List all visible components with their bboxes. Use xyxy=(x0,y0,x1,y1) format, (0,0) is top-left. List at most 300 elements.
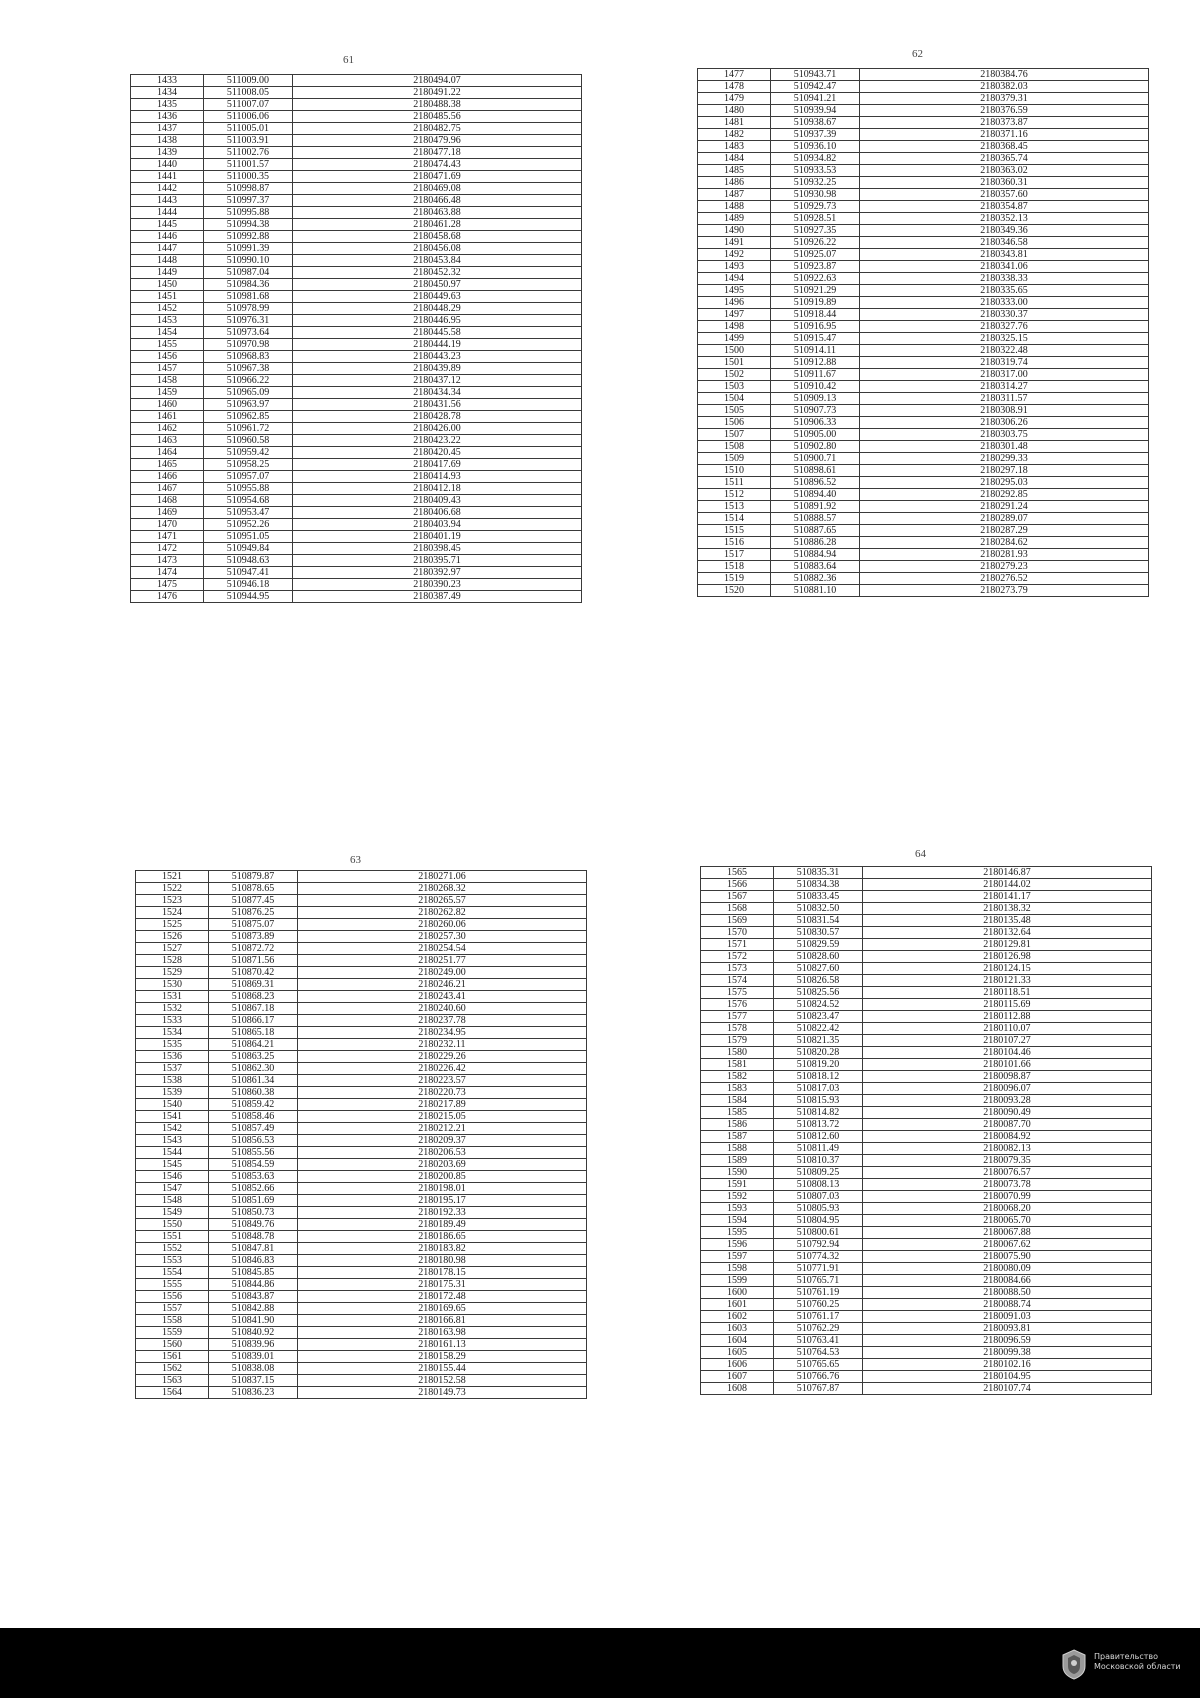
y-coordinate-cell: 2180448.29 xyxy=(293,303,582,315)
y-coordinate-cell: 2180289.07 xyxy=(860,513,1149,525)
point-number-cell: 1596 xyxy=(701,1239,774,1251)
table-row xyxy=(701,1047,1152,1059)
y-coordinate-cell: 2180229.26 xyxy=(298,1051,587,1063)
table-row xyxy=(701,939,1152,951)
table-row xyxy=(698,549,1149,561)
point-number-cell: 1447 xyxy=(131,243,204,255)
x-coordinate-cell: 510955.88 xyxy=(204,483,293,495)
table-row xyxy=(131,267,582,279)
table-row xyxy=(131,327,582,339)
point-number-cell: 1475 xyxy=(131,579,204,591)
y-coordinate-cell: 2180163.98 xyxy=(298,1327,587,1339)
y-coordinate-cell: 2180121.33 xyxy=(863,975,1152,987)
x-coordinate-cell: 511006.06 xyxy=(204,111,293,123)
x-coordinate-cell: 510941.21 xyxy=(771,93,860,105)
point-number-cell: 1563 xyxy=(136,1375,209,1387)
y-coordinate-cell: 2180237.78 xyxy=(298,1015,587,1027)
x-coordinate-cell: 510944.95 xyxy=(204,591,293,603)
y-coordinate-cell: 2180409.43 xyxy=(293,495,582,507)
y-coordinate-cell: 2180368.45 xyxy=(860,141,1149,153)
point-number-cell: 1473 xyxy=(131,555,204,567)
x-coordinate-cell: 510765.71 xyxy=(774,1275,863,1287)
table-row xyxy=(698,69,1149,81)
table-row xyxy=(136,1051,587,1063)
y-coordinate-cell: 2180295.03 xyxy=(860,477,1149,489)
point-number-cell: 1583 xyxy=(701,1083,774,1095)
x-coordinate-cell: 510898.61 xyxy=(771,465,860,477)
point-number-cell: 1449 xyxy=(131,267,204,279)
point-number-cell: 1465 xyxy=(131,459,204,471)
x-coordinate-cell: 510822.42 xyxy=(774,1023,863,1035)
table-row xyxy=(136,1219,587,1231)
x-coordinate-cell: 510936.10 xyxy=(771,141,860,153)
x-coordinate-cell: 510837.15 xyxy=(209,1375,298,1387)
x-coordinate-cell: 510855.56 xyxy=(209,1147,298,1159)
y-coordinate-cell: 2180178.15 xyxy=(298,1267,587,1279)
x-coordinate-cell: 510761.19 xyxy=(774,1287,863,1299)
y-coordinate-cell: 2180349.36 xyxy=(860,225,1149,237)
x-coordinate-cell: 510838.08 xyxy=(209,1363,298,1375)
point-number-cell: 1445 xyxy=(131,219,204,231)
y-coordinate-cell: 2180254.54 xyxy=(298,943,587,955)
point-number-cell: 1452 xyxy=(131,303,204,315)
table-row xyxy=(698,381,1149,393)
x-coordinate-cell: 510888.57 xyxy=(771,513,860,525)
x-coordinate-cell: 511007.07 xyxy=(204,99,293,111)
table-row xyxy=(701,1035,1152,1047)
x-coordinate-cell: 510949.84 xyxy=(204,543,293,555)
y-coordinate-cell: 2180343.81 xyxy=(860,249,1149,261)
point-number-cell: 1548 xyxy=(136,1195,209,1207)
point-number-cell: 1448 xyxy=(131,255,204,267)
point-number-cell: 1467 xyxy=(131,483,204,495)
point-number-cell: 1605 xyxy=(701,1347,774,1359)
y-coordinate-cell: 2180488.38 xyxy=(293,99,582,111)
y-coordinate-cell: 2180246.21 xyxy=(298,979,587,991)
point-number-cell: 1498 xyxy=(698,321,771,333)
table-row xyxy=(136,1255,587,1267)
table-row xyxy=(698,141,1149,153)
table-row xyxy=(131,591,582,603)
point-number-cell: 1436 xyxy=(131,111,204,123)
table-row xyxy=(698,513,1149,525)
y-coordinate-cell: 2180466.48 xyxy=(293,195,582,207)
x-coordinate-cell: 510774.32 xyxy=(774,1251,863,1263)
point-number-cell: 1527 xyxy=(136,943,209,955)
table-row xyxy=(131,447,582,459)
x-coordinate-cell: 510851.69 xyxy=(209,1195,298,1207)
point-number-cell: 1504 xyxy=(698,393,771,405)
table-row xyxy=(698,501,1149,513)
y-coordinate-cell: 2180080.09 xyxy=(863,1263,1152,1275)
table-row xyxy=(131,423,582,435)
table-row xyxy=(701,1287,1152,1299)
table-row xyxy=(136,1375,587,1387)
table-row xyxy=(131,255,582,267)
y-coordinate-cell: 2180469.08 xyxy=(293,183,582,195)
table-row xyxy=(698,429,1149,441)
y-coordinate-cell: 2180373.87 xyxy=(860,117,1149,129)
x-coordinate-cell: 510813.72 xyxy=(774,1119,863,1131)
point-number-cell: 1458 xyxy=(131,375,204,387)
y-coordinate-cell: 2180088.74 xyxy=(863,1299,1152,1311)
y-coordinate-cell: 2180291.24 xyxy=(860,501,1149,513)
y-coordinate-cell: 2180491.22 xyxy=(293,87,582,99)
table-row xyxy=(701,1023,1152,1035)
y-coordinate-cell: 2180301.48 xyxy=(860,441,1149,453)
table-row xyxy=(136,1351,587,1363)
x-coordinate-cell: 510963.97 xyxy=(204,399,293,411)
table-row xyxy=(136,1147,587,1159)
point-number-cell: 1439 xyxy=(131,147,204,159)
x-coordinate-cell: 510873.89 xyxy=(209,931,298,943)
point-number-cell: 1547 xyxy=(136,1183,209,1195)
x-coordinate-cell: 511002.76 xyxy=(204,147,293,159)
point-number-cell: 1587 xyxy=(701,1131,774,1143)
point-number-cell: 1572 xyxy=(701,951,774,963)
y-coordinate-cell: 2180450.97 xyxy=(293,279,582,291)
point-number-cell: 1491 xyxy=(698,237,771,249)
y-coordinate-cell: 2180126.98 xyxy=(863,951,1152,963)
table-row xyxy=(701,1275,1152,1287)
y-coordinate-cell: 2180169.65 xyxy=(298,1303,587,1315)
table-row xyxy=(131,135,582,147)
x-coordinate-cell: 510850.73 xyxy=(209,1207,298,1219)
table-row xyxy=(131,399,582,411)
point-number-cell: 1562 xyxy=(136,1363,209,1375)
x-coordinate-cell: 510836.23 xyxy=(209,1387,298,1399)
point-number-cell: 1520 xyxy=(698,585,771,597)
table-row xyxy=(131,279,582,291)
table-row xyxy=(701,951,1152,963)
y-coordinate-cell: 2180172.48 xyxy=(298,1291,587,1303)
table-row xyxy=(136,1099,587,1111)
y-coordinate-cell: 2180365.74 xyxy=(860,153,1149,165)
point-number-cell: 1579 xyxy=(701,1035,774,1047)
point-number-cell: 1477 xyxy=(698,69,771,81)
table-row xyxy=(136,907,587,919)
point-number-cell: 1440 xyxy=(131,159,204,171)
point-number-cell: 1489 xyxy=(698,213,771,225)
x-coordinate-cell: 510965.09 xyxy=(204,387,293,399)
point-number-cell: 1532 xyxy=(136,1003,209,1015)
point-number-cell: 1509 xyxy=(698,453,771,465)
table-row xyxy=(701,1083,1152,1095)
y-coordinate-cell: 2180110.07 xyxy=(863,1023,1152,1035)
point-number-cell: 1488 xyxy=(698,201,771,213)
x-coordinate-cell: 510943.71 xyxy=(771,69,860,81)
x-coordinate-cell: 510835.31 xyxy=(774,867,863,879)
y-coordinate-cell: 2180112.88 xyxy=(863,1011,1152,1023)
point-number-cell: 1499 xyxy=(698,333,771,345)
y-coordinate-cell: 2180311.57 xyxy=(860,393,1149,405)
point-number-cell: 1506 xyxy=(698,417,771,429)
y-coordinate-cell: 2180107.27 xyxy=(863,1035,1152,1047)
table-row xyxy=(136,1111,587,1123)
x-coordinate-cell: 510938.67 xyxy=(771,117,860,129)
point-number-cell: 1482 xyxy=(698,129,771,141)
point-number-cell: 1472 xyxy=(131,543,204,555)
y-coordinate-cell: 2180284.62 xyxy=(860,537,1149,549)
point-number-cell: 1464 xyxy=(131,447,204,459)
x-coordinate-cell: 510841.90 xyxy=(209,1315,298,1327)
point-number-cell: 1444 xyxy=(131,207,204,219)
x-coordinate-cell: 510952.26 xyxy=(204,519,293,531)
x-coordinate-cell: 510815.93 xyxy=(774,1095,863,1107)
coordinates-table-page-62 xyxy=(697,68,1149,597)
y-coordinate-cell: 2180443.23 xyxy=(293,351,582,363)
y-coordinate-cell: 2180090.49 xyxy=(863,1107,1152,1119)
y-coordinate-cell: 2180463.88 xyxy=(293,207,582,219)
table-row xyxy=(136,919,587,931)
point-number-cell: 1589 xyxy=(701,1155,774,1167)
point-number-cell: 1550 xyxy=(136,1219,209,1231)
point-number-cell: 1526 xyxy=(136,931,209,943)
y-coordinate-cell: 2180341.06 xyxy=(860,261,1149,273)
x-coordinate-cell: 510939.94 xyxy=(771,105,860,117)
y-coordinate-cell: 2180417.69 xyxy=(293,459,582,471)
y-coordinate-cell: 2180354.87 xyxy=(860,201,1149,213)
point-number-cell: 1513 xyxy=(698,501,771,513)
table-row xyxy=(131,483,582,495)
point-number-cell: 1469 xyxy=(131,507,204,519)
table-row xyxy=(136,967,587,979)
point-number-cell: 1558 xyxy=(136,1315,209,1327)
point-number-cell: 1471 xyxy=(131,531,204,543)
y-coordinate-cell: 2180423.22 xyxy=(293,435,582,447)
x-coordinate-cell: 510869.31 xyxy=(209,979,298,991)
x-coordinate-cell: 510832.50 xyxy=(774,903,863,915)
point-number-cell: 1495 xyxy=(698,285,771,297)
point-number-cell: 1466 xyxy=(131,471,204,483)
x-coordinate-cell: 510865.18 xyxy=(209,1027,298,1039)
y-coordinate-cell: 2180212.21 xyxy=(298,1123,587,1135)
table-row xyxy=(701,1179,1152,1191)
x-coordinate-cell: 510866.17 xyxy=(209,1015,298,1027)
table-row xyxy=(131,147,582,159)
point-number-cell: 1518 xyxy=(698,561,771,573)
x-coordinate-cell: 511008.05 xyxy=(204,87,293,99)
x-coordinate-cell: 510872.72 xyxy=(209,943,298,955)
table-row xyxy=(698,465,1149,477)
x-coordinate-cell: 510808.13 xyxy=(774,1179,863,1191)
y-coordinate-cell: 2180124.15 xyxy=(863,963,1152,975)
table-row xyxy=(131,495,582,507)
y-coordinate-cell: 2180068.20 xyxy=(863,1203,1152,1215)
x-coordinate-cell: 510962.85 xyxy=(204,411,293,423)
table-row xyxy=(136,979,587,991)
x-coordinate-cell: 510852.66 xyxy=(209,1183,298,1195)
point-number-cell: 1602 xyxy=(701,1311,774,1323)
table-row xyxy=(701,999,1152,1011)
table-row xyxy=(698,537,1149,549)
point-number-cell: 1601 xyxy=(701,1299,774,1311)
x-coordinate-cell: 510863.25 xyxy=(209,1051,298,1063)
point-number-cell: 1435 xyxy=(131,99,204,111)
table-row xyxy=(701,1119,1152,1131)
point-number-cell: 1530 xyxy=(136,979,209,991)
y-coordinate-cell: 2180268.32 xyxy=(298,883,587,895)
y-coordinate-cell: 2180186.65 xyxy=(298,1231,587,1243)
point-number-cell: 1510 xyxy=(698,465,771,477)
x-coordinate-cell: 510761.17 xyxy=(774,1311,863,1323)
table-row xyxy=(131,531,582,543)
x-coordinate-cell: 510918.44 xyxy=(771,309,860,321)
table-row xyxy=(701,1335,1152,1347)
point-number-cell: 1516 xyxy=(698,537,771,549)
x-coordinate-cell: 510876.25 xyxy=(209,907,298,919)
x-coordinate-cell: 510934.82 xyxy=(771,153,860,165)
table-row xyxy=(701,1359,1152,1371)
y-coordinate-cell: 2180453.84 xyxy=(293,255,582,267)
y-coordinate-cell: 2180276.52 xyxy=(860,573,1149,585)
table-row xyxy=(698,105,1149,117)
y-coordinate-cell: 2180437.12 xyxy=(293,375,582,387)
y-coordinate-cell: 2180428.78 xyxy=(293,411,582,423)
table-row xyxy=(698,165,1149,177)
point-number-cell: 1512 xyxy=(698,489,771,501)
table-row xyxy=(698,177,1149,189)
x-coordinate-cell: 510860.38 xyxy=(209,1087,298,1099)
table-row xyxy=(131,435,582,447)
point-number-cell: 1586 xyxy=(701,1119,774,1131)
table-row xyxy=(698,213,1149,225)
y-coordinate-cell: 2180395.71 xyxy=(293,555,582,567)
x-coordinate-cell: 510823.47 xyxy=(774,1011,863,1023)
y-coordinate-cell: 2180327.76 xyxy=(860,321,1149,333)
point-number-cell: 1523 xyxy=(136,895,209,907)
x-coordinate-cell: 510825.56 xyxy=(774,987,863,999)
point-number-cell: 1492 xyxy=(698,249,771,261)
table-row xyxy=(698,441,1149,453)
point-number-cell: 1585 xyxy=(701,1107,774,1119)
table-row xyxy=(698,345,1149,357)
x-coordinate-cell: 510958.25 xyxy=(204,459,293,471)
y-coordinate-cell: 2180360.31 xyxy=(860,177,1149,189)
point-number-cell: 1566 xyxy=(701,879,774,891)
table-row xyxy=(698,417,1149,429)
y-coordinate-cell: 2180189.49 xyxy=(298,1219,587,1231)
x-coordinate-cell: 510915.47 xyxy=(771,333,860,345)
x-coordinate-cell: 510933.53 xyxy=(771,165,860,177)
x-coordinate-cell: 510765.65 xyxy=(774,1359,863,1371)
y-coordinate-cell: 2180403.94 xyxy=(293,519,582,531)
table-row xyxy=(136,871,587,883)
table-row xyxy=(136,1231,587,1243)
y-coordinate-cell: 2180456.08 xyxy=(293,243,582,255)
y-coordinate-cell: 2180265.57 xyxy=(298,895,587,907)
y-coordinate-cell: 2180161.13 xyxy=(298,1339,587,1351)
table-row xyxy=(701,879,1152,891)
point-number-cell: 1497 xyxy=(698,309,771,321)
y-coordinate-cell: 2180371.16 xyxy=(860,129,1149,141)
x-coordinate-cell: 510807.03 xyxy=(774,1191,863,1203)
y-coordinate-cell: 2180104.95 xyxy=(863,1371,1152,1383)
y-coordinate-cell: 2180155.44 xyxy=(298,1363,587,1375)
table-row xyxy=(698,489,1149,501)
y-coordinate-cell: 2180141.17 xyxy=(863,891,1152,903)
table-row xyxy=(701,1311,1152,1323)
point-number-cell: 1500 xyxy=(698,345,771,357)
y-coordinate-cell: 2180084.66 xyxy=(863,1275,1152,1287)
point-number-cell: 1568 xyxy=(701,903,774,915)
table-row xyxy=(701,1167,1152,1179)
table-row xyxy=(701,1215,1152,1227)
point-number-cell: 1546 xyxy=(136,1171,209,1183)
x-coordinate-cell: 510987.04 xyxy=(204,267,293,279)
table-row xyxy=(136,1075,587,1087)
y-coordinate-cell: 2180183.82 xyxy=(298,1243,587,1255)
table-row xyxy=(701,1059,1152,1071)
x-coordinate-cell: 510809.25 xyxy=(774,1167,863,1179)
table-row xyxy=(131,159,582,171)
y-coordinate-cell: 2180084.92 xyxy=(863,1131,1152,1143)
point-number-cell: 1541 xyxy=(136,1111,209,1123)
x-coordinate-cell: 510800.61 xyxy=(774,1227,863,1239)
y-coordinate-cell: 2180260.06 xyxy=(298,919,587,931)
table-row xyxy=(701,1095,1152,1107)
y-coordinate-cell: 2180249.00 xyxy=(298,967,587,979)
point-number-cell: 1545 xyxy=(136,1159,209,1171)
y-coordinate-cell: 2180363.02 xyxy=(860,165,1149,177)
table-row xyxy=(136,1315,587,1327)
page-number-63: 63 xyxy=(350,854,361,866)
table-row xyxy=(698,321,1149,333)
point-number-cell: 1529 xyxy=(136,967,209,979)
x-coordinate-cell: 510810.37 xyxy=(774,1155,863,1167)
table-row xyxy=(698,261,1149,273)
point-number-cell: 1459 xyxy=(131,387,204,399)
point-number-cell: 1594 xyxy=(701,1215,774,1227)
y-coordinate-cell: 2180482.75 xyxy=(293,123,582,135)
point-number-cell: 1606 xyxy=(701,1359,774,1371)
x-coordinate-cell: 510842.88 xyxy=(209,1303,298,1315)
point-number-cell: 1493 xyxy=(698,261,771,273)
y-coordinate-cell: 2180217.89 xyxy=(298,1099,587,1111)
table-row xyxy=(131,183,582,195)
point-number-cell: 1462 xyxy=(131,423,204,435)
point-number-cell: 1555 xyxy=(136,1279,209,1291)
table-row xyxy=(698,117,1149,129)
point-number-cell: 1564 xyxy=(136,1387,209,1399)
table-row xyxy=(131,351,582,363)
point-number-cell: 1582 xyxy=(701,1071,774,1083)
point-number-cell: 1561 xyxy=(136,1351,209,1363)
y-coordinate-cell: 2180146.87 xyxy=(863,867,1152,879)
point-number-cell: 1454 xyxy=(131,327,204,339)
point-number-cell: 1542 xyxy=(136,1123,209,1135)
point-number-cell: 1501 xyxy=(698,357,771,369)
table-row xyxy=(136,1183,587,1195)
x-coordinate-cell: 510818.12 xyxy=(774,1071,863,1083)
footer-bar xyxy=(0,1628,1200,1698)
table-row xyxy=(131,375,582,387)
table-row xyxy=(701,975,1152,987)
x-coordinate-cell: 510833.45 xyxy=(774,891,863,903)
y-coordinate-cell: 2180251.77 xyxy=(298,955,587,967)
table-row xyxy=(136,1387,587,1399)
x-coordinate-cell: 510990.10 xyxy=(204,255,293,267)
y-coordinate-cell: 2180477.18 xyxy=(293,147,582,159)
x-coordinate-cell: 510867.18 xyxy=(209,1003,298,1015)
table-row xyxy=(698,525,1149,537)
table-row xyxy=(698,585,1149,597)
y-coordinate-cell: 2180281.93 xyxy=(860,549,1149,561)
x-coordinate-cell: 510859.42 xyxy=(209,1099,298,1111)
x-coordinate-cell: 510914.11 xyxy=(771,345,860,357)
table-row xyxy=(131,411,582,423)
table-row xyxy=(131,519,582,531)
